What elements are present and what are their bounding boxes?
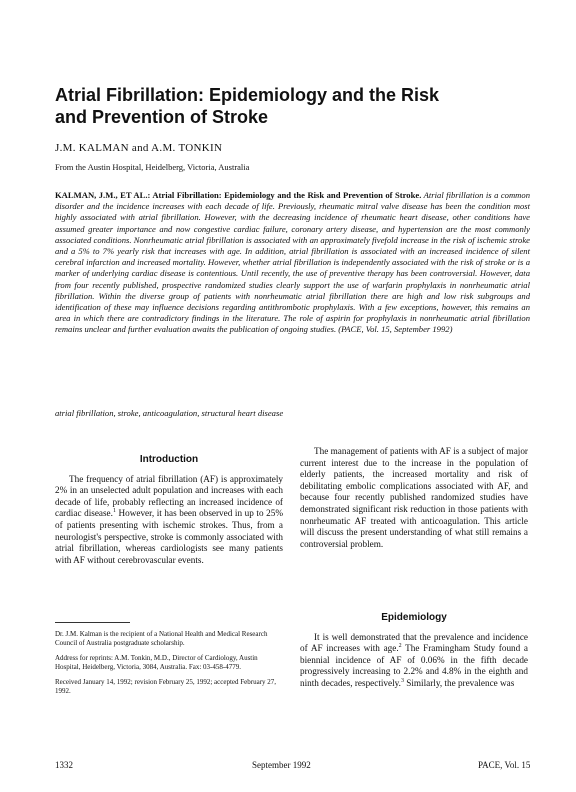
epidemiology-paragraph (300, 632, 528, 690)
abstract-lead: KALMAN, J.M., ET AL.: Atrial Fibrillation: Epidemiology and the Risk and Prevention of Stroke. (55, 190, 422, 200)
intro-paragraph-2: The management of patients with AF is a subject of major current interest due to the increase in the population of elderly patients, the increased mortality and risk of debilitating embolic complications associated with AF, and because four recently published randomized studies have demonstrated significant risk reduction in those patients with nonrheumatic AF treated with anticoagulation. This article will discuss the present understanding of what still remains a controversial problem. (300, 446, 528, 549)
footnote-funding: Dr. J.M. Kalman is the recipient of a National Health and Medical Research Council of Australia postgraduate scholarship. (55, 630, 268, 647)
reference-mark: 1 (112, 508, 116, 515)
reference-mark: 2 (398, 643, 402, 650)
title-line-2: and Prevention of Stroke (55, 107, 269, 127)
footnote-received: Received January 14, 1992; revision February 25, 1992; accepted February 27, 1992. (55, 678, 277, 695)
epi-text-a: It is well demonstrated that the prevalence and incidence of AF increases with age. (300, 631, 528, 654)
title-line-1: Atrial Fibrillation: Epidemiology and the Risk (55, 85, 440, 105)
right-column (300, 446, 528, 550)
page-number: 1332 (55, 760, 73, 770)
intro-column (55, 454, 283, 566)
intro-text-a: The frequency of atrial fibrillation (AF) is approximately 2% in an unselected adult population and increases with each decade of life, probably reflecting an increased incidence of cardiac disease. (55, 473, 283, 519)
journal-volume: PACE, Vol. 15 (478, 760, 531, 770)
epi-text-b: The Framingham Study found a biennial incidence of AF of 0.06% in the fifth decade progressively increasing to 2.2% and 4.8% in the eighth and ninth decades, respectively. (300, 643, 528, 688)
reference-mark: 3 (400, 677, 404, 684)
intro-text-b: However, it has been observed in up to 25% of patients presenting with ischemic strokes. Thus, from a neurologist's perspective, stroke is commonly associated with atrial fibrillation, whereas cardiologists see many patients with AF without cerebrovascular events. (55, 508, 283, 565)
epi-text-c: Similarly, the prevalence was (403, 677, 515, 688)
intro-paragraph (55, 474, 283, 567)
footnotes (55, 630, 283, 702)
epidemiology-section (300, 612, 528, 690)
footnote-address: Address for reprints: A.M. Tonkin, M.D., Director of Cardiology, Austin Hospital, Heidelberg, Victoria, 3084, Australia. Fax: 03-458-4779. (55, 654, 258, 671)
issue-date: September 1992 (252, 760, 311, 770)
epidemiology-heading: Epidemiology (381, 612, 447, 623)
article-title (55, 84, 525, 128)
authors: J.M. KALMAN and A.M. TONKIN (55, 142, 223, 154)
abstract-text: Atrial fibrillation is a common disorder and the incidence increases with each decade of life. Previously, rheumatic mitral valve disease has been the condition most highly associated with atrial fibrillation. However, with the decreasing incidence of rheumatic heart disease, other conditions have assumed greater importance and now congestive cardiac failure, coronary artery disease, and hypertension are the most commonly associated conditions. Nonrheumatic atrial fibrillation is associated with an approximately fivefold increase in the risk of ischemic stroke and a 5% to 7% yearly risk that increases with age. In addition, atrial fibrillation is associated with an increased incidence of silent cerebral infarction and increased mortality. However, whether atrial fibrillation is independently associated with the risk of stroke or is a marker of underlying cardiac disease is contentious. Until recently, the use of preventive therapy has been controversial. However, data from four recently published, prospective randomized studies clearly support the use of warfarin prophylaxis in nonrheumatic atrial fibrillation. Within the diverse group of patients with nonrheumatic atrial fibrillation there are high and low risk subgroups and identification of these may influence decisions regarding antithrombotic prophylaxis. With a few exceptions, however, this remains an area in which there are contradictory findings in the literature. The role of aspirin for prophylaxis in nonrheumatic atrial fibrillation remains unclear and further evaluation awaits the publication of ongoing studies. (PACE, Vol. 15, September 1992) (55, 190, 530, 335)
abstract (55, 190, 530, 336)
affiliation: From the Austin Hospital, Heidelberg, Victoria, Australia (55, 162, 250, 172)
intro-heading: Introduction (139, 454, 199, 465)
keywords: atrial fibrillation, stroke, anticoagulation, structural heart disease (55, 408, 284, 418)
footnote-rule (55, 622, 130, 623)
